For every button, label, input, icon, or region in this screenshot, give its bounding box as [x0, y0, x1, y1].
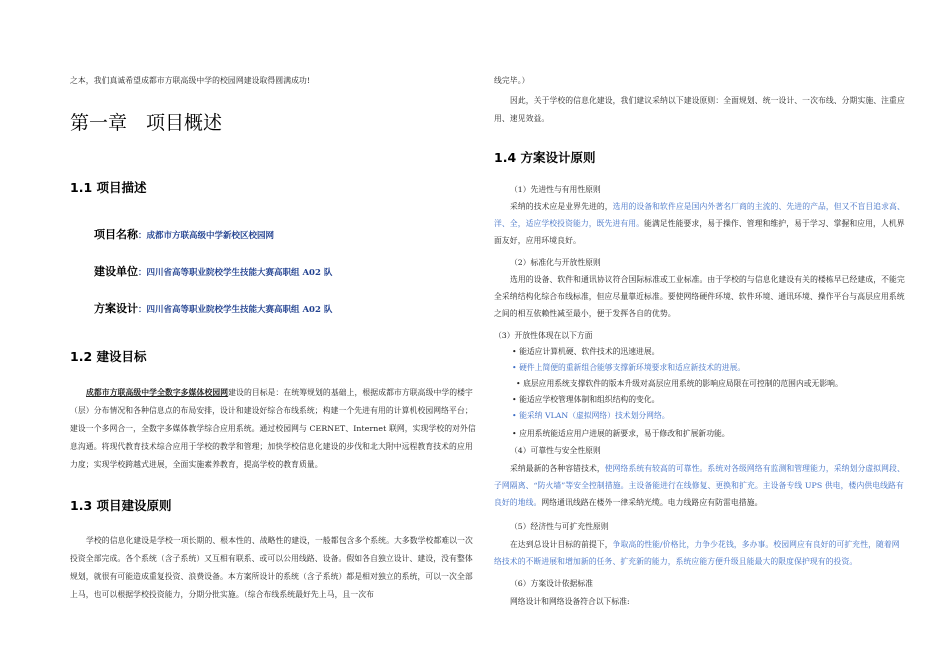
principle-4-text-highlight: 使网络系统有较高的可靠性。系统对各级网络有监测和管理能力，采纳划分虚拟网段、子网隔离、“防火墙”等安全控制措施。主设备能进行在线修复、更换和扩充。主设备专线 UPS 供电，楼内供电线路有良好的地线。: [494, 464, 905, 507]
openness-bullet-2: • 硬件上简便的重新组合能够支撑新环境要求和适应新技术的进展。: [512, 363, 746, 372]
principle-2-paragraph: 选用的设备、软件和通讯协议符合国际标准或工业标准。由于学校的与信息化建设有关的楼栋早已经建成，不能完全采纳结构化综合布线标准，但应尽量靠近标准。要使网络硬件环境、软件环境、通讯环境、操作平台与高层应用系统之间的相互依赖性减至最小，便于发挥各自的优势。: [494, 275, 905, 318]
builder-row: [94, 263, 332, 279]
section-1-4-title: 1.4 方案设计原则: [494, 150, 596, 165]
section-1-1-title: 1.1 项目描述: [70, 180, 147, 195]
principle-2-heading: （2）标准化与开放性原则: [510, 258, 601, 267]
section-1-2-paragraph: [70, 384, 478, 474]
openness-bullet-6: • 应用系统能适应用户进展的新要求，易于修改和扩展新功能。: [512, 429, 730, 438]
continued-text: 线完毕。）: [494, 76, 530, 85]
principle-4-text-a: 采纳最新的各种容错技术，: [510, 464, 605, 473]
intro-text: 之本，我们真诚希望成都市方联高级中学的校园网建设取得圆满成功!: [70, 76, 311, 85]
openness-bullet-5: • 能采纳 VLAN（虚拟网络）技术划分网络。: [512, 411, 670, 420]
principle-4-text-c: 网络通讯线路在楼外一律采纳光缆。电力线路应有防雷电措施。: [541, 498, 763, 507]
builder-value: ：四川省高等职业院校学生技能大赛高职组 A02 队: [138, 268, 333, 278]
section-1-3-paragraph: 学校的信息化建设是学校一项长期的、根本性的、战略性的建设，一般都包含多个系统。大多数学校都难以一次投资全部完成。各个系统（含子系统）又互相有联系、或可以公用线路、设备。假如各自独立设计、建设，没有整体规划，就很有可能造成重复投资、浪费设备。本方案所设计的系统（含子系统）都是相对独立的系统，可以一次全部上马，也可以根据学校投资能力，分期分批实施。（综合布线系统最好先上马，且一次布: [70, 536, 473, 599]
principle-4-paragraph: [494, 460, 906, 511]
principle-5-paragraph: [494, 536, 906, 570]
designer-value: ：四川省高等职业院校学生技能大赛高职组 A02 队: [138, 305, 333, 315]
designer-row: [94, 300, 332, 316]
openness-bullet-1: • 能适应计算机硬、软件技术的迅速进展。: [512, 347, 660, 356]
openness-heading: （3）开放性体现在以下方面: [494, 331, 593, 340]
project-name-value: ：成都市方联高级中学新校区校园网: [138, 231, 275, 241]
principle-1-text-a: 采纳的技术应是业界先进的，: [510, 202, 613, 211]
section-1-2-title: 1.2 建设目标: [70, 349, 147, 364]
builder-label: 建设单位: [94, 265, 138, 278]
project-name-row: [94, 226, 274, 242]
principle-1-text-highlight: 选用的设备和软件应是国内外著名厂商的主流的、先进的产品，但又不盲目追求高、洋、全，适应学校投资能力，既先进有用。: [494, 202, 905, 228]
section-1-2-text: 建设的目标是：在统筹规划的基础上，根据成都市方联高级中学的楼宇（层）分布情况和各种信息点的布局安排，设计和建设好综合布线系统；构建一个先进有用的计算机校园网络平台；建设一个多网合一，全数字多媒体教学综合应用系统。通过校园网与 CERNET、Internet 联网，实现学校的对外信息沟通。将现代教育技术综合应用于学校的教学和管理；加快学校信息化建设的步伐和北大附中远程教育技术的应用力度；实现学校跨越式进展，全面实施素养教育，提高学校的教育质量。: [70, 388, 476, 469]
principle-4-heading: （4）可靠性与安全性原则: [510, 446, 601, 455]
principle-6-heading: （6）方案设计依据标准: [510, 579, 593, 588]
section-1-3-title: 1.3 项目建设原则: [70, 498, 172, 513]
summary-paragraph: 因此，关于学校的信息化建设，我们建议采纳以下建设原则：全面规划、统一设计、一次布线、分期实施、注重应用、速见效益。: [494, 96, 905, 123]
section-1-2-lead: 成都市方联高级中学全数字多媒体校园网: [86, 388, 229, 397]
principle-1-paragraph: [494, 198, 906, 249]
openness-bullet-4: • 能适应学校管理体制和组织结构的变化。: [512, 395, 660, 404]
principle-5-heading: （5）经济性与可扩充性原则: [510, 522, 609, 531]
principle-6-text: 网络设计和网络设备符合以下标准:: [510, 597, 630, 606]
chapter-title: 第一章 项目概述: [70, 112, 223, 134]
principle-5-text-highlight: 争取高的性能/价格比，力争少花钱，多办事。校园网应有良好的可扩充性，随着网络技术的不断进展和增加新的任务、扩充新的能力，系统应能方便升级且能最大的限度保护现有的投资。: [494, 540, 900, 566]
project-name-label: 项目名称: [94, 228, 138, 241]
principle-5-text-a: 在达到总设计目标的前提下，: [510, 540, 613, 549]
openness-bullet-3: • 底层应用系统支撑软件的版本升级对高层应用系统的影响应局限在可控制的范围内或无影响。: [516, 379, 843, 388]
principle-1-heading: （1）先进性与有用性原则: [510, 185, 601, 194]
principle-1-text-c: 能满足性能要求，易于操作、管理和维护，易于学习、掌握和应用，人机界面友好，应用环境良好。: [494, 219, 905, 245]
designer-label: 方案设计: [94, 302, 138, 315]
